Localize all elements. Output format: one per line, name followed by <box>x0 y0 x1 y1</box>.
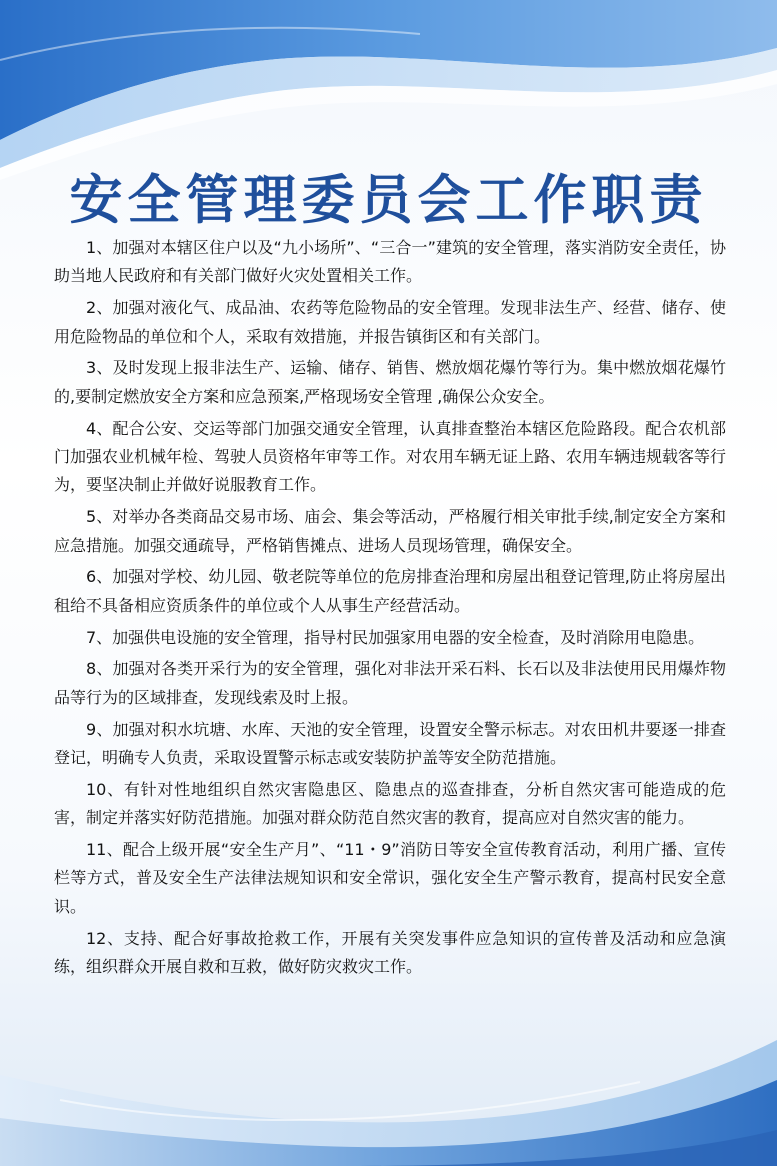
list-item: 8、加强对各类开采行为的安全管理，强化对非法开采石料、长石以及非法使用民用爆炸物品等行为的区域排查，发现线索及时上报。 <box>54 659 726 707</box>
list-item: 10、有针对性地组织自然灾害隐患区、隐患点的巡查排查，分析自然灾害可能造成的危害，制定并落实好防范措施。加强对群众防范自然灾害的教育，提高应对自然灾害的能力。 <box>54 779 726 828</box>
list-item: 12、支持、配合好事故抢救工作，开展有关突发事件应急知识的宣传普及活动和应急演练，组织群众开展自救和互救，做好防灾救灾工作。 <box>54 928 726 977</box>
list-item: 3、及时发现上报非法生产、运输、储存、销售、燃放烟花爆竹等行为。集中燃放烟花爆竹的,要制定燃放安全方案和应急预案,严格现场安全管理 ,确保公众安全。 <box>54 358 726 406</box>
list-item: 2、加强对液化气、成品油、农药等危险物品的安全管理。发现非法生产、经营、储存、使用危险物品的单位和个人，采取有效措施，并报告镇街区和有关部门。 <box>54 298 726 346</box>
page-title: 安全管理委员会工作职责 <box>69 170 708 231</box>
list-item: 5、对举办各类商品交易市场、庙会、集会等活动，严格履行相关审批手续,制定安全方案和应急措施。加强交通疏导，严格销售摊点、进场人员现场管理，确保安全。 <box>54 507 726 555</box>
list-item: 7、加强供电设施的安全管理，指导村民加强家用电器的安全检查，及时消除用电隐患。 <box>86 627 705 647</box>
list-item: 4、配合公安、交运等部门加强交通安全管理，认真排查整治本辖区危险路段。配合农机部门加强农业机械年检、驾驶人员资格年审等工作。对农用车辆无证上路、农用车辆违规载客等行为，要坚决制止并做好说服教育工作。 <box>54 418 727 495</box>
list-item: 9、加强对积水坑塘、水库、天池的安全管理，设置安全警示标志。对农田机井要逐一排查登记，明确专人负责，采取设置警示标志或安装防护盖等安全防范措施。 <box>54 719 726 768</box>
list-item: 1、加强对本辖区住户以及“九小场所”、“三合一”建筑的安全管理，落实消防安全责任，协助当地人民政府和有关部门做好火灾处置相关工作。 <box>54 238 726 286</box>
duty-list <box>54 234 726 985</box>
list-item: 11、配合上级开展“安全生产月”、“11・9”消防日等安全宣传教育活动，利用广播、宣传栏等方式，普及安全生产法律法规知识和安全常识，强化安全生产警示教育，提高村民安全意识。 <box>54 840 726 916</box>
list-item: 6、加强对学校、幼儿园、敬老院等单位的危房排查治理和房屋出租登记管理,防止将房屋出租给不具备相应资质条件的单位或个人从事生产经营活动。 <box>54 567 726 615</box>
